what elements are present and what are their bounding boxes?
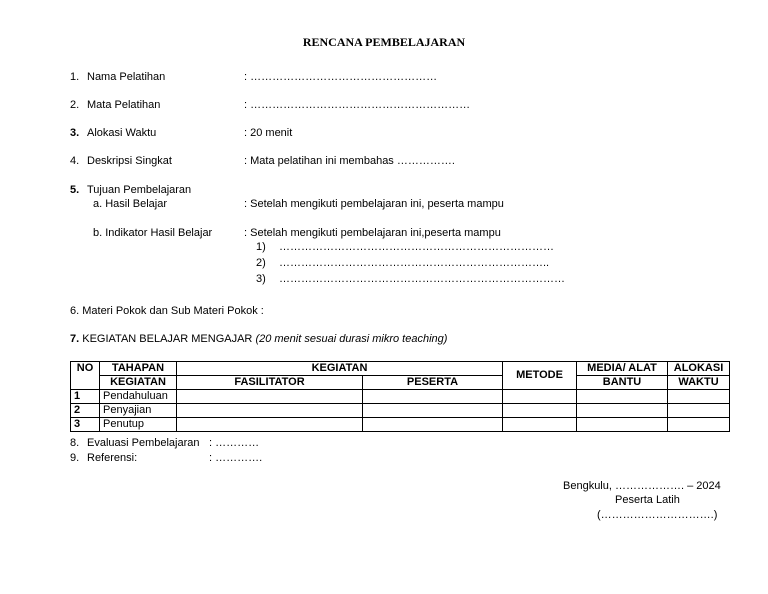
indikator-item-dots: ………………………………………………………………… bbox=[279, 241, 554, 253]
row-alokasi bbox=[668, 404, 730, 418]
materi-pokok-heading: 6. Materi Pokok dan Sub Materi Pokok : bbox=[70, 305, 264, 317]
header-media-bantu: BANTU bbox=[577, 376, 668, 390]
row-metode bbox=[503, 404, 577, 418]
row-fasilitator bbox=[177, 390, 363, 404]
indikator-value: : Setelah mengikuti pembelajaran ini,peserta mampu bbox=[244, 227, 501, 239]
row-peserta bbox=[363, 390, 503, 404]
signature-place-date: Bengkulu, ………………. – 2024 bbox=[563, 480, 721, 492]
kegiatan-heading-text: KEGIATAN BELAJAR MENGAJAR bbox=[79, 333, 256, 345]
indikator-item-num: 2) bbox=[256, 257, 266, 269]
field-value-alokasi-waktu: : 20 menit bbox=[244, 127, 293, 139]
row-media bbox=[577, 390, 668, 404]
row-fasilitator bbox=[177, 418, 363, 432]
row-peserta bbox=[363, 418, 503, 432]
header-peserta: PESERTA bbox=[363, 376, 503, 390]
page-title: RENCANA PEMBELAJARAN bbox=[302, 35, 466, 49]
header-media: MEDIA/ ALAT bbox=[577, 362, 668, 376]
referensi-label: Referensi: bbox=[87, 452, 138, 464]
indikator-item-num: 3) bbox=[256, 273, 266, 285]
field-num-5: 5. bbox=[70, 184, 80, 196]
signature-name: (………………………….) bbox=[597, 509, 718, 521]
row-tahapan: Pendahuluan bbox=[100, 390, 177, 404]
indikator-item-dots: …………………………………………………………………… bbox=[279, 273, 565, 285]
field-value-mata-pelatihan: : …………………………………………………… bbox=[244, 99, 471, 111]
field-label-tujuan-pembelajaran: Tujuan Pembelajaran bbox=[87, 184, 192, 196]
kegiatan-heading-note: (20 menit sesuai durasi mikro teaching) bbox=[255, 333, 448, 345]
field-num-8: 8. bbox=[70, 437, 80, 449]
row-metode bbox=[503, 418, 577, 432]
row-media bbox=[577, 404, 668, 418]
table-row bbox=[71, 404, 730, 418]
header-alokasi-waktu: WAKTU bbox=[668, 376, 730, 390]
field-num-1: 1. bbox=[70, 71, 80, 83]
header-no: NO bbox=[71, 362, 100, 390]
table-row bbox=[71, 390, 730, 404]
referensi-value: : …………. bbox=[209, 452, 263, 464]
row-peserta bbox=[363, 404, 503, 418]
header-metode: METODE bbox=[503, 362, 577, 390]
field-num-2: 2. bbox=[70, 99, 80, 111]
indikator-item-num: 1) bbox=[256, 241, 266, 253]
table-row bbox=[71, 418, 730, 432]
row-no: 2 bbox=[71, 404, 100, 418]
kegiatan-heading-num: 7. bbox=[70, 333, 80, 345]
header-kegiatan: KEGIATAN bbox=[177, 362, 503, 376]
row-tahapan: Penutup bbox=[100, 418, 177, 432]
hasil-belajar-value: : Setelah mengikuti pembelajaran ini, peserta mampu bbox=[244, 198, 504, 210]
hasil-belajar-label: a. Hasil Belajar bbox=[93, 198, 167, 210]
row-alokasi bbox=[668, 418, 730, 432]
field-label-deskripsi-singkat: Deskripsi Singkat bbox=[87, 155, 172, 167]
field-value-nama-pelatihan: : …………………………………………… bbox=[244, 71, 438, 83]
kegiatan-heading bbox=[70, 333, 447, 345]
field-label-alokasi-waktu: Alokasi Waktu bbox=[87, 127, 157, 139]
row-fasilitator bbox=[177, 404, 363, 418]
row-no: 3 bbox=[71, 418, 100, 432]
evaluasi-label: Evaluasi Pembelajaran bbox=[87, 437, 200, 449]
signature-role: Peserta Latih bbox=[615, 494, 680, 506]
field-num-9: 9. bbox=[70, 452, 80, 464]
row-no: 1 bbox=[71, 390, 100, 404]
field-num-3: 3. bbox=[70, 127, 80, 139]
header-alokasi: ALOKASI bbox=[668, 362, 730, 376]
row-media bbox=[577, 418, 668, 432]
field-value-deskripsi-singkat: : Mata pelatihan ini membahas ……………. bbox=[244, 155, 455, 167]
field-num-4: 4. bbox=[70, 155, 80, 167]
header-tahapan-kegiatan: KEGIATAN bbox=[100, 376, 177, 390]
indikator-label: b. Indikator Hasil Belajar bbox=[93, 227, 213, 239]
header-fasilitator: FASILITATOR bbox=[177, 376, 363, 390]
field-label-nama-pelatihan: Nama Pelatihan bbox=[87, 71, 166, 83]
kegiatan-table bbox=[70, 361, 730, 432]
header-tahapan: TAHAPAN bbox=[100, 362, 177, 376]
row-metode bbox=[503, 390, 577, 404]
evaluasi-value: : ………… bbox=[209, 437, 260, 449]
row-alokasi bbox=[668, 390, 730, 404]
indikator-item-dots: ……………………………………………………………….. bbox=[279, 257, 550, 269]
field-label-mata-pelatihan: Mata Pelatihan bbox=[87, 99, 161, 111]
row-tahapan: Penyajian bbox=[100, 404, 177, 418]
